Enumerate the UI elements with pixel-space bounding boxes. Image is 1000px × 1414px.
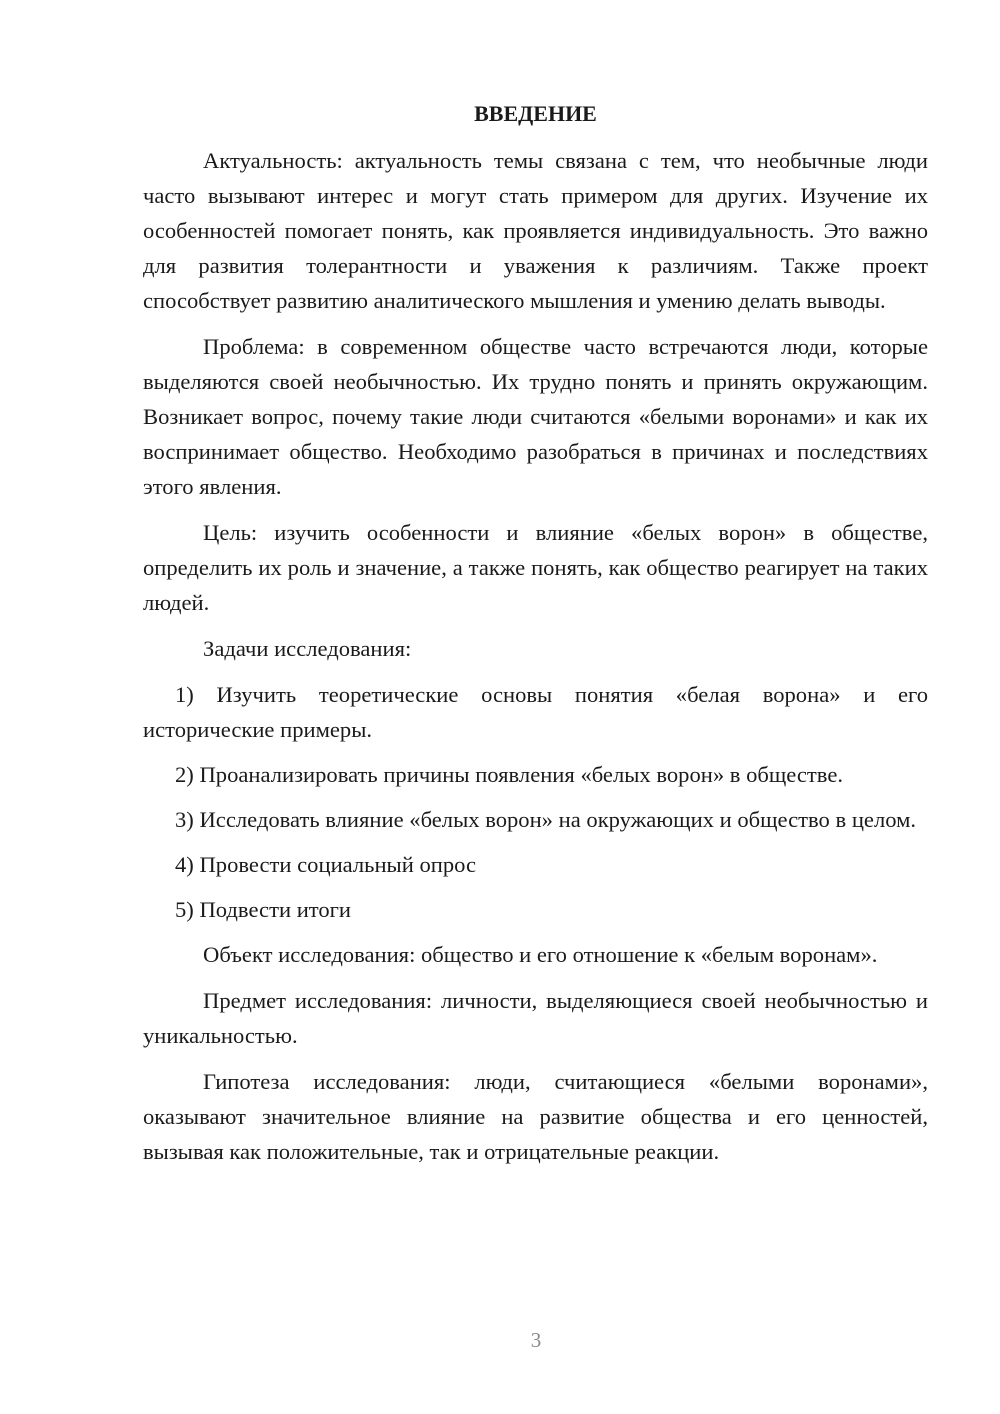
task-item-3: 3) Исследовать влияние «белых ворон» на окружающих и общество в целом. bbox=[175, 807, 917, 832]
section-title: ВВЕДЕНИЕ bbox=[474, 101, 597, 126]
tasks-heading: Задачи исследования: bbox=[203, 636, 412, 661]
task-item-2: 2) Проанализировать причины появления «белых ворон» в обществе. bbox=[175, 762, 844, 787]
subject-paragraph: Предмет исследования: личности, выделяющиеся своей необычностью и уникальностью. bbox=[143, 988, 928, 1048]
hypothesis-paragraph: Гипотеза исследования: люди, считающиеся «белыми воронами», оказывают значительное влияние на развитие общества и его ценностей, вызывая как положительные, так и отрицательные реакции. bbox=[143, 1069, 928, 1164]
task-item-4: 4) Провести социальный опрос bbox=[175, 852, 477, 877]
task-item-5: 5) Подвести итоги bbox=[175, 897, 352, 922]
tasks-list bbox=[143, 677, 928, 927]
page-number: 3 bbox=[530, 1328, 542, 1352]
problem-paragraph: Проблема: в современном обществе часто встречаются люди, которые выделяются своей необычностью. Их трудно понять и принять окружающим. Возникает вопрос, почему такие люди считаются «белыми воронами» и как их воспринимает общество. Необходимо разобраться в причинах и последствиях этого явления. bbox=[143, 334, 928, 499]
document-page bbox=[143, 96, 928, 1180]
task-item-1: 1) Изучить теоретические основы понятия «белая ворона» и его исторические примеры. bbox=[143, 682, 928, 742]
relevance-paragraph: Актуальность: актуальность темы связана с тем, что необычные люди часто вызывают интерес и могут стать примером для других. Изучение их особенностей помогает понять, как проявляется индивидуальность. Это важно для развития толерантности и уважения к различиям. Также проект способствует развитию аналитического мышления и умению делать выводы. bbox=[143, 148, 928, 313]
object-paragraph: Объект исследования: общество и его отношение к «белым воронам». bbox=[203, 942, 878, 967]
goal-paragraph: Цель: изучить особенности и влияние «белых ворон» в обществе, определить их роль и значение, а также понять, как общество реагирует на таких людей. bbox=[143, 520, 928, 615]
